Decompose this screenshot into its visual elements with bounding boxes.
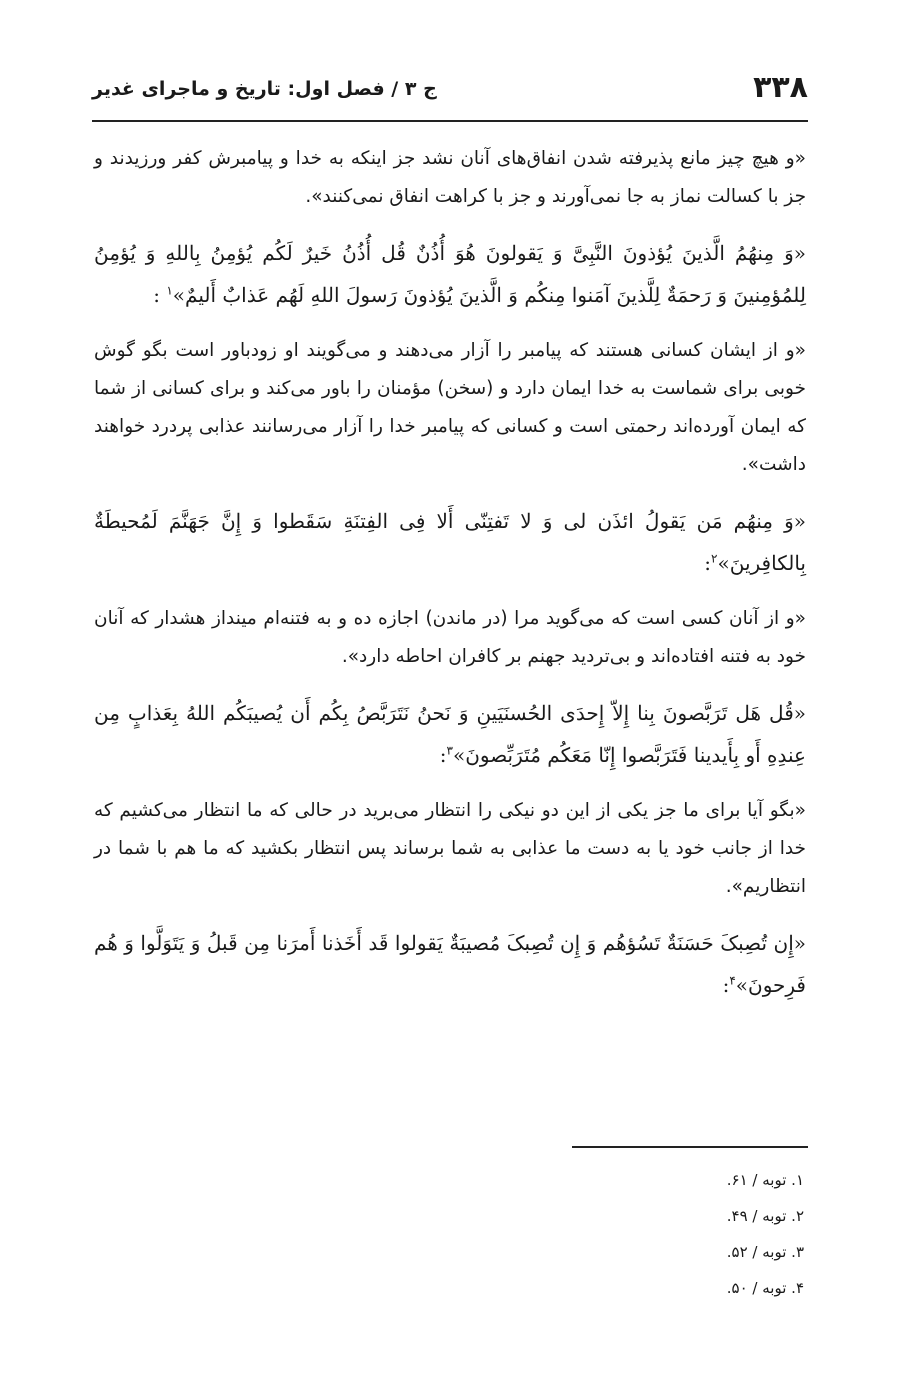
footnote-ref-2: ۲ (711, 551, 718, 566)
footnotes (504, 1162, 804, 1306)
verse-paragraph-3: «قُل هَل تَرَبَّصونَ بِنا إِلاّ إِحدَی الحُسنَیَینِ وَ نَحنُ نَتَرَبَّصُ بِکُم أَن یُصیبَکُم اللهُ بِعَذابٍ مِن عِندِهِ أَو بِأَیدینا فَتَرَبَّصوا إِنّا مَعَکُم مُتَرَبِّصونَ»$^۳$: (94, 701, 806, 767)
footnote-3: ۳. توبه / ۵۲. (726, 1243, 804, 1261)
verse-paragraph-4: «إِن تُصِبکَ حَسَنَةٌ تَسُؤهُم وَ إِن تُصِبکَ مُصیبَةٌ یَقولوا قَد أَخَذنا أَمرَنا مِن قَبلُ وَ یَتَوَلَّوا وَ هُم فَرِحونَ»$^۴$: (94, 931, 806, 997)
translation-paragraph-3: «و از آنان کسی است که می‌گوید مرا (در ماندن) اجازه ده و به فتنه‌ام مینداز هشدار که آنان خود به فتنه افتاده‌اند و بی‌تردید جهنم بر کافران احاطه دارد». (94, 608, 806, 667)
verse-paragraph-2: «وَ مِنهُم مَن یَقولُ ائذَن لی وَ لا تَفتِنّی أَلا فِی الفِتنَةِ سَقَطوا وَ إِنَّ جَهَنَّمَ لَمُحیطَةٌ بِالکافِرینَ»$^۲$: (94, 509, 806, 575)
verse-paragraph-1: «وَ مِنهُمُ الَّذینَ یُؤذونَ النَّبِیَّ وَ یَقولونَ هُوَ أُذُنٌ قُل أُذُنُ خَیرٌ لَکُم یُؤمِنُ بِاللهِ وَ یُؤمِنُ لِلمُؤمِنینَ وَ رَحمَةٌ لِلَّذینَ آمَنوا مِنکُم وَ الَّذینَ یُؤذونَ رَسولَ اللهِ لَهُم عَذابٌ أَلیمٌ»$^۱$ : (94, 241, 806, 307)
page-header (92, 70, 808, 122)
footnote-4: ۴. توبه / ۵۰. (726, 1279, 804, 1297)
page-number: ۳۳۸ (753, 70, 808, 105)
footnote-ref-4: ۴ (729, 973, 736, 988)
footnote-divider (572, 1146, 808, 1148)
translation-paragraph-4: «بگو آیا برای ما جز یکی از این دو نیکی را انتظار می‌برید در حالی که ما انتظار می‌کشیم که خدا از جانب خود یا به دست ما عذابی به شما برساند پس انتظار بکشید که ما هم با شما در انتظاریم». (94, 800, 806, 897)
translation-paragraph-2: «و از ایشان کسانی هستند که پیامبر را آزار می‌دهند و می‌گویند او زودباور است بگو گوش خوبی برای شماست به خدا ایمان دارد و (سخن) مؤمنان را باور می‌کند و برای کسانی از شما که ایمان آورده‌اند رحمتی است و کسانی که پیامبر خدا را آزار می‌رسانند عذابی پردرد خواهند داشت». (94, 340, 806, 475)
footnote-2: ۲. توبه / ۴۹. (726, 1207, 804, 1225)
running-title: ج ۳ / فصل اول: تاریخ و ماجرای غدیر (92, 78, 437, 100)
footnote-ref-3: ۳ (446, 743, 453, 758)
body-text (94, 140, 806, 1022)
translation-paragraph-1: «و هیچ چیز مانع پذیرفته شدن انفاق‌های آنان نشد جز اینکه به خدا و پیامبرش کفر ورزیدند و جز با کسالت نماز به جا نمی‌آورند و جز با کراهت انفاق نمی‌کنند». (94, 148, 806, 207)
footnote-1: ۱. توبه / ۶۱. (726, 1171, 804, 1189)
footnote-ref-1: ۱ (166, 283, 173, 298)
